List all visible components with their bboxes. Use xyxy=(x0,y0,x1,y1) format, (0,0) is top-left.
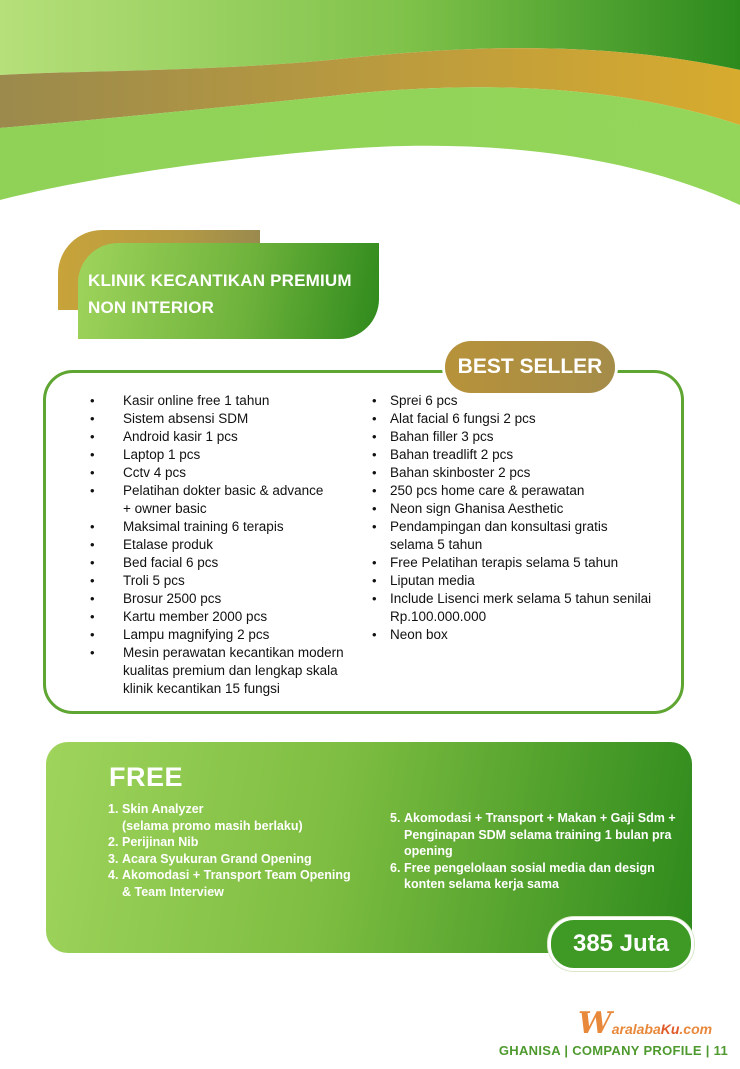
package-item xyxy=(372,392,672,410)
package-item-text: Neon box xyxy=(390,627,448,642)
package-item xyxy=(90,410,360,428)
bullet-icon: • xyxy=(372,501,377,516)
free-item-text: Perijinan Nib xyxy=(122,835,199,849)
package-item-text: Pelatihan dokter basic & advance xyxy=(123,483,324,498)
free-item-text: Acara Syukuran Grand Opening xyxy=(122,851,312,866)
package-item xyxy=(90,644,360,698)
package-item xyxy=(90,554,360,572)
package-item-text: 250 pcs home care & perawatan xyxy=(390,483,585,498)
watermark-domain: .com xyxy=(679,1021,713,1037)
bullet-icon: • xyxy=(90,465,95,480)
package-item xyxy=(372,446,672,464)
bullet-icon: • xyxy=(372,555,377,570)
package-item xyxy=(372,590,672,626)
watermark-text: aralaba xyxy=(611,1021,661,1037)
bullet-icon: • xyxy=(372,411,377,426)
package-item xyxy=(372,500,672,518)
free-list-right xyxy=(390,810,690,893)
package-item-text: Maksimal training 6 terapis xyxy=(123,519,284,534)
free-item-text: & Team Interview xyxy=(122,884,224,899)
package-item-text: Neon sign Ghanisa Aesthetic xyxy=(390,501,564,516)
free-item-number: 4. xyxy=(108,868,119,882)
bullet-icon: • xyxy=(90,537,95,552)
bullet-icon: • xyxy=(372,627,377,642)
bullet-icon: • xyxy=(372,447,377,462)
free-item-number: 3. xyxy=(108,851,119,866)
free-item xyxy=(108,801,378,834)
free-item-text: Akomodasi + Transport Team Opening xyxy=(122,868,351,882)
package-item-text: Mesin perawatan kecantikan modern xyxy=(123,645,344,660)
package-title-line2: NON INTERIOR xyxy=(88,298,215,317)
bullet-icon: • xyxy=(372,519,377,534)
bullet-icon: • xyxy=(90,555,95,570)
package-item-text: Kartu member 2000 pcs xyxy=(123,609,268,624)
package-item xyxy=(372,518,672,554)
package-item xyxy=(372,482,672,500)
package-title xyxy=(78,243,379,339)
header-wave-decoration xyxy=(0,0,740,230)
package-item-text: klinik kecantikan 15 fungsi xyxy=(123,681,280,696)
package-item xyxy=(90,428,360,446)
package-item-text: Pendampingan dan konsultasi gratis xyxy=(390,519,608,534)
package-item xyxy=(90,446,360,464)
bullet-icon: • xyxy=(90,447,95,462)
package-item-text: kualitas premium dan lengkap skala xyxy=(123,663,338,678)
package-item-text: Laptop 1 pcs xyxy=(123,447,201,462)
package-item-text: Troli 5 pcs xyxy=(123,573,185,588)
free-item-number: 5. xyxy=(390,811,401,825)
free-list-left xyxy=(108,801,378,900)
package-item-text: Brosur 2500 pcs xyxy=(123,591,222,606)
best-seller-badge: BEST SELLER xyxy=(445,341,615,393)
package-item xyxy=(90,590,360,608)
free-item xyxy=(108,867,378,900)
watermark-ku: Ku xyxy=(660,1021,680,1037)
package-item xyxy=(372,410,672,428)
free-item-text: Penginapan SDM selama training 1 bulan pra xyxy=(404,827,672,842)
package-item-text: + owner basic xyxy=(123,501,207,516)
package-item-text: Include Lisenci merk selama 5 tahun senilai xyxy=(390,591,652,606)
package-title-line1: KLINIK KECANTIKAN PREMIUM xyxy=(88,271,352,290)
free-item-number: 6. xyxy=(390,860,401,875)
package-item-text: Etalase produk xyxy=(123,537,214,552)
package-item xyxy=(90,392,360,410)
package-item xyxy=(90,536,360,554)
watermark-letter: W xyxy=(578,1006,612,1041)
free-item-number: 2. xyxy=(108,835,119,849)
price-badge: 385 Juta xyxy=(548,917,694,971)
bullet-icon: • xyxy=(372,393,377,408)
footer-page-label: GHANISA | COMPANY PROFILE | 11 xyxy=(498,1043,728,1058)
package-item-text: Lampu magnifying 2 pcs xyxy=(123,627,270,642)
package-item xyxy=(90,626,360,644)
bullet-icon: • xyxy=(90,573,95,588)
bullet-icon: • xyxy=(90,591,95,606)
package-items-right xyxy=(372,392,672,644)
free-item xyxy=(108,851,378,868)
waralabaku-watermark-logo xyxy=(578,1006,713,1041)
package-item xyxy=(372,428,672,446)
free-item-number: 1. xyxy=(108,802,119,816)
bullet-icon: • xyxy=(372,591,377,606)
package-item xyxy=(372,464,672,482)
bullet-icon: • xyxy=(90,627,95,642)
package-item xyxy=(90,482,360,518)
bullet-icon: • xyxy=(372,573,377,588)
free-item-text: opening xyxy=(404,844,453,858)
bullet-icon: • xyxy=(90,519,95,534)
free-item-text: Skin Analyzer xyxy=(122,802,204,816)
bullet-icon: • xyxy=(90,393,95,408)
free-item-text: (selama promo masih berlaku) xyxy=(122,818,303,833)
package-item xyxy=(90,518,360,536)
package-item-text: Android kasir 1 pcs xyxy=(123,429,238,444)
package-item xyxy=(372,572,672,590)
package-items-left xyxy=(90,392,360,698)
package-item-text: Bahan filler 3 pcs xyxy=(390,429,494,444)
package-item-text: Sistem absensi SDM xyxy=(123,411,249,426)
package-item xyxy=(372,626,672,644)
bullet-icon: • xyxy=(372,483,377,498)
bullet-icon: • xyxy=(372,465,377,480)
package-item xyxy=(372,554,672,572)
bullet-icon: • xyxy=(90,411,95,426)
free-item-text: Free pengelolaan sosial media dan design xyxy=(404,860,655,875)
bullet-icon: • xyxy=(90,609,95,624)
package-item-text: Bahan treadlift 2 pcs xyxy=(390,447,514,462)
package-item xyxy=(90,464,360,482)
package-item-text: Free Pelatihan terapis selama 5 tahun xyxy=(390,555,619,570)
free-item xyxy=(390,860,690,893)
free-title: FREE xyxy=(109,762,184,792)
package-item-text: Sprei 6 pcs xyxy=(390,393,458,408)
package-item-text: Kasir online free 1 tahun xyxy=(123,393,270,408)
free-item-text: Akomodasi + Transport + Makan + Gaji Sdm + xyxy=(404,811,676,825)
package-item-text: Bed facial 6 pcs xyxy=(123,555,219,570)
free-item xyxy=(108,834,378,851)
free-item xyxy=(390,810,690,860)
package-item xyxy=(90,608,360,626)
bullet-icon: • xyxy=(90,429,95,444)
bullet-icon: • xyxy=(372,429,377,444)
package-item-text: Liputan media xyxy=(390,573,475,588)
package-item-text: selama 5 tahun xyxy=(390,537,483,552)
package-item-text: Alat facial 6 fungsi 2 pcs xyxy=(390,411,536,426)
bullet-icon: • xyxy=(90,483,95,498)
package-item-text: Rp.100.000.000 xyxy=(390,609,487,624)
free-item-text: konten selama kerja sama xyxy=(404,877,559,891)
package-item-text: Bahan skinboster 2 pcs xyxy=(390,465,531,480)
package-item-text: Cctv 4 pcs xyxy=(123,465,187,480)
bullet-icon: • xyxy=(90,645,95,660)
package-item xyxy=(90,572,360,590)
